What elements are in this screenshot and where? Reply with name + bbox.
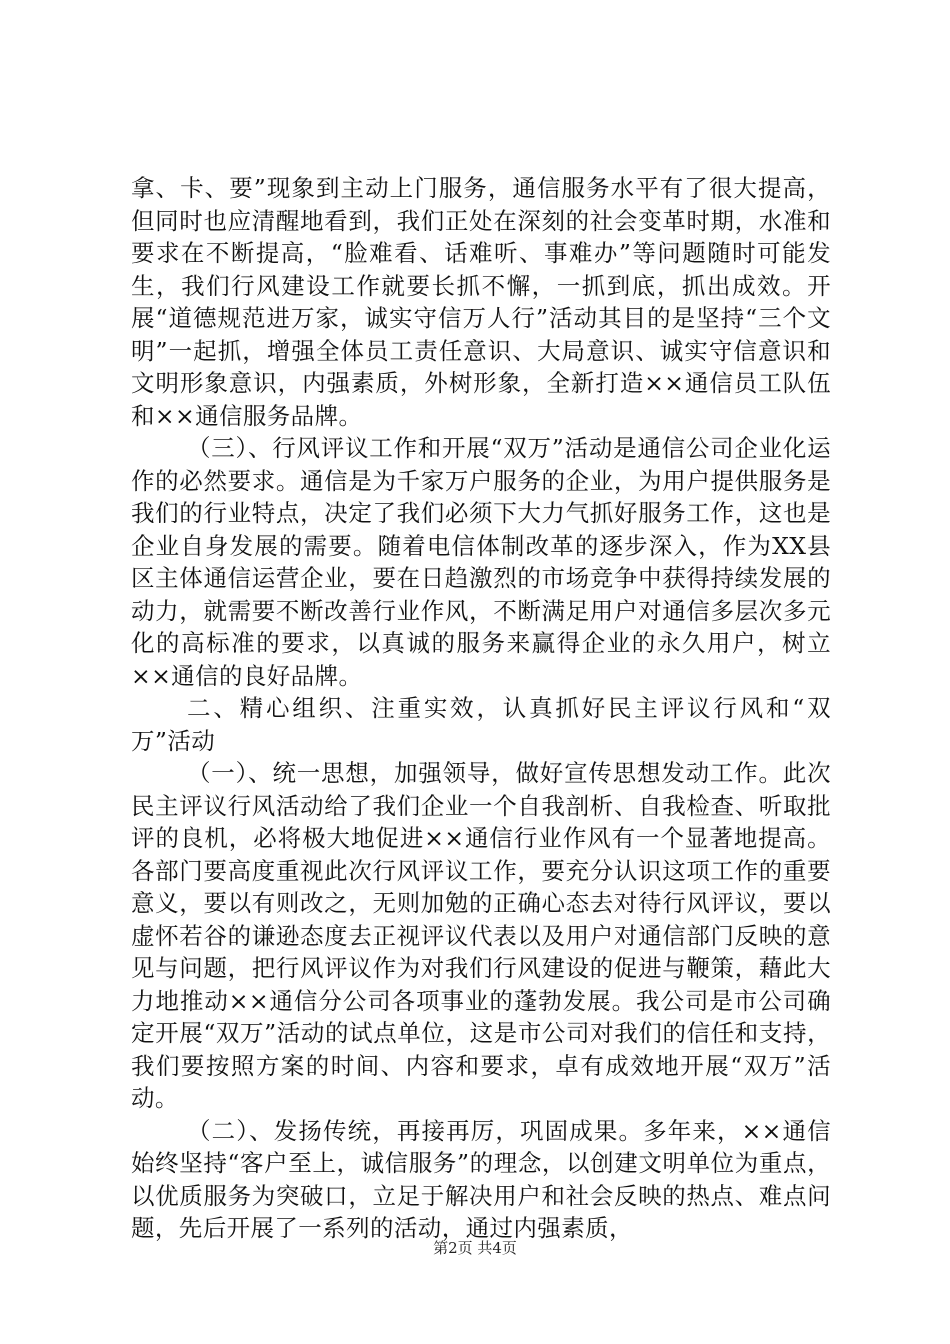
paragraph-section-three: （三）、行风评议工作和开展“双万”活动是通信公司企业化运作的必然要求。通信是为千家万户服务的企业，为用户提供服务是我们的行业特点，决定了我们必须下大力气抓好服务工作，这也是企业自身发展的需要。随着电信体制改革的逐步深入，作为XX县区主体通信运营企业，要在日趋激烈的市场竞争中获得持续发展的动力，就需要不断改善行业作风，不断满足用户对通信多层次多元化的高标准的要求，以真诚的服务来赢得企业的永久用户，树立××通信的良好品牌。: [131, 434, 831, 690]
paragraph-continuation: 拿、卡、要”现象到主动上门服务，通信服务水平有了很大提高，但同时也应清醒地看到，我们正处在深刻的社会变革时期，水准和要求在不断提高，“脸难看、话难听、事难办”等问题随时可能发生，我们行风建设工作就要长抓不懈，一抓到底，抓出成效。开展“道德规范进万家，诚实守信万人行”活动其目的是坚持“三个文明”一起抓，增强全体员工责任意识、大局意识、诚实守信意识和文明形象意识，内强素质，外树形象，全新打造××通信员工队伍和××通信服务品牌。: [131, 174, 831, 430]
section-heading-two: 二、精心组织、注重实效，认真抓好民主评议行风和“双万”活动: [131, 694, 831, 755]
document-body: [131, 172, 831, 1245]
paragraph-subsection-one: （一）、统一思想，加强领导，做好宣传思想发动工作。此次民主评议行风活动给了我们企业一个自我剖析、自我检查、听取批评的良机，必将极大地促进××通信行业作风有一个显著地提高。各部门要高度重视此次行风评议工作，要充分认识这项工作的重要意义，要以有则改之，无则加勉的正确心态去对待行风评议，要以虚怀若谷的谦逊态度去正视评议代表以及用户对通信部门反映的意见与问题，把行风评议作为对我们行风建设的促进与鞭策，藉此大力地推动××通信分公司各项事业的蓬勃发展。我公司是市公司确定开展“双万”活动的试点单位，这是市公司对我们的信任和支持，我们要按照方案的时间、内容和要求，卓有成效地开展“双万”活动。: [131, 759, 831, 1112]
page-number-footer: 第2页 共4页: [433, 1239, 517, 1257]
paragraph-subsection-two: （二）、发扬传统，再接再厉，巩固成果。多年来，××通信始终坚持“客户至上，诚信服务”的理念，以创建文明单位为重点，以优质服务为突破口，立足于解决用户和社会反映的热点、难点问题，先后开展了一系列的活动，通过内强素质，: [131, 1116, 831, 1242]
